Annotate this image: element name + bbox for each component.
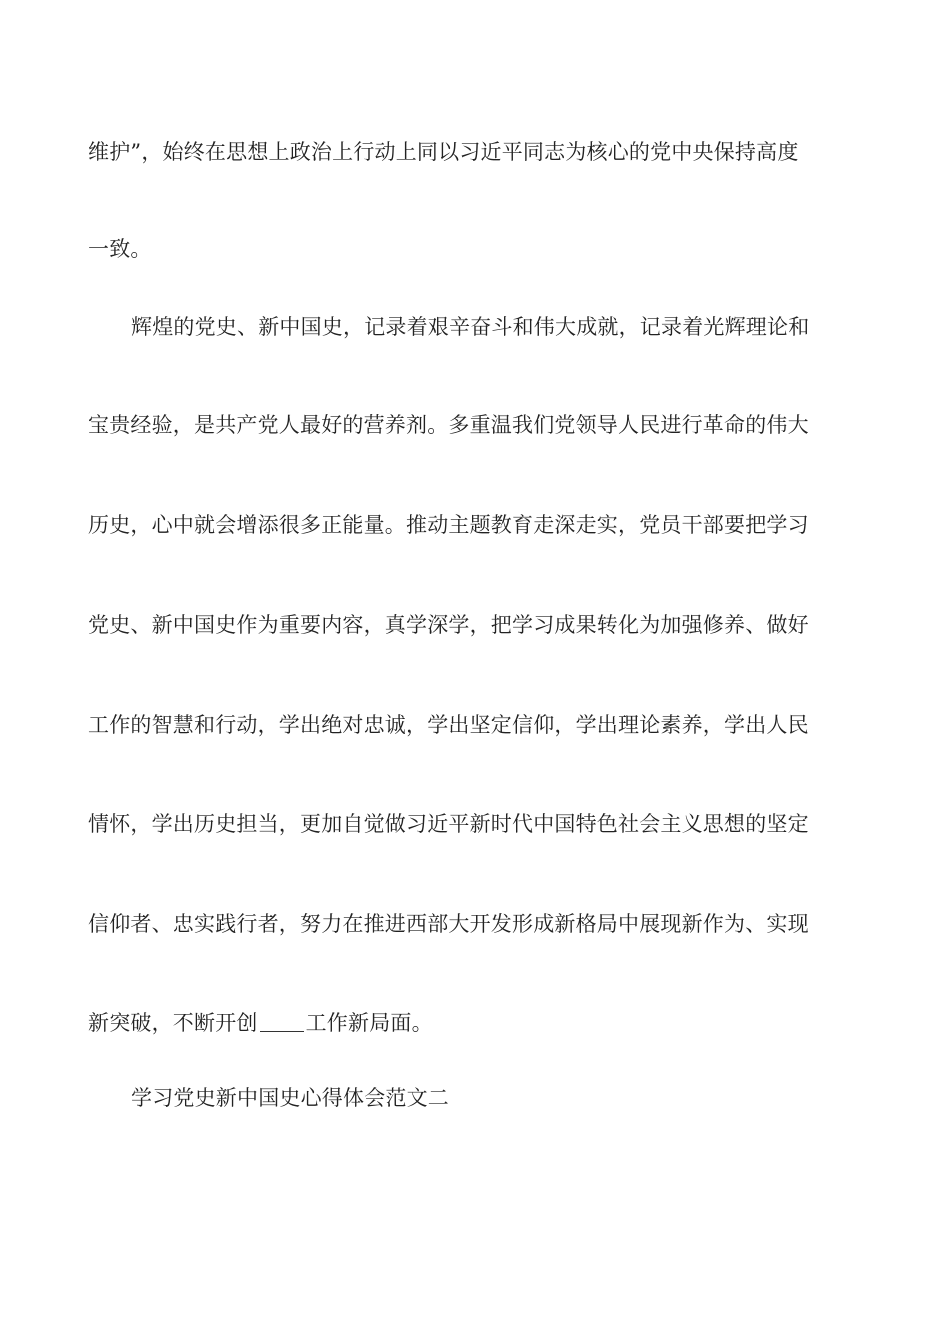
- paragraph-line-7: 工作的智慧和行动，学出绝对忠诚，学出坚定信仰，学出理论素养，学出人民: [88, 713, 809, 737]
- paragraph-line-4: 宝贵经验，是共产党人最好的营养剂。多重温我们党领导人民进行革命的伟大: [88, 413, 809, 437]
- paragraph-line-6: 党史、新中国史作为重要内容，真学深学，把学习成果转化为加强修养、做好: [88, 613, 809, 637]
- paragraph-line-9: 信仰者、忠实践行者，努力在推进西部大开发形成新格局中展现新作为、实现: [88, 912, 809, 936]
- paragraph-line-2: 一致。: [88, 237, 152, 261]
- paragraph-line-8: 情怀，学出历史担当，更加自觉做习近平新时代中国特色社会主义思想的坚定: [88, 812, 809, 836]
- section-heading: 学习党史新中国史心得体会范文二: [131, 1086, 449, 1110]
- last-line-start: 新突破，不断开创: [88, 1011, 258, 1035]
- paragraph-line-1: 维护”，始终在思想上政治上行动上同以习近平同志为核心的党中央保持高度: [88, 140, 799, 164]
- paragraph-line-5: 历史，心中就会增添很多正能量。推动主题教育走深走实，党员干部要把学习: [88, 513, 809, 537]
- fill-in-blank: [260, 1011, 304, 1032]
- paragraph-line-3: 辉煌的党史、新中国史，记录着艰辛奋斗和伟大成就，记录着光辉理论和: [131, 315, 810, 339]
- paragraph-line-10: [88, 1008, 858, 1038]
- last-line-end: 工作新局面。: [305, 1011, 433, 1035]
